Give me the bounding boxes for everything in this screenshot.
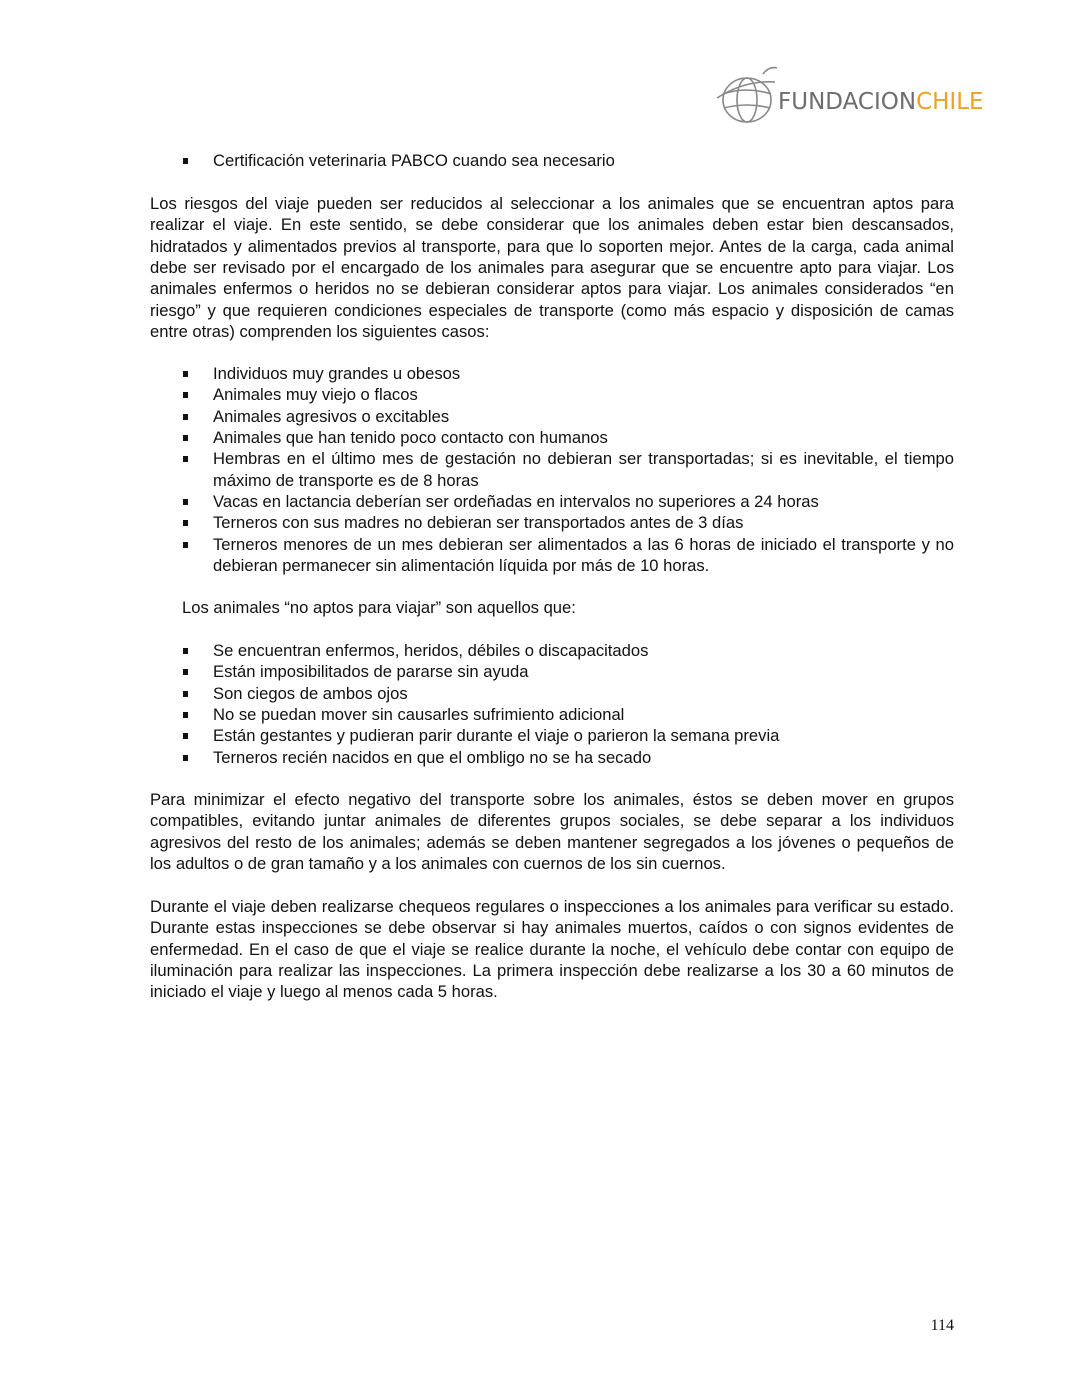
list-item: Están gestantes y pudieran parir durante el viaje o parieron la semana previa	[150, 725, 954, 746]
list-item: Certificación veterinaria PABCO cuando sea necesario	[150, 150, 954, 171]
list-item: Terneros menores de un mes debieran ser alimentados a las 6 horas de iniciado el transporte y no debieran permanecer sin alimentación líquida por más de 10 horas.	[150, 534, 954, 577]
list-item: Están imposibilitados de pararse sin ayuda	[150, 661, 954, 682]
paragraph-2: Para minimizar el efecto negativo del transporte sobre los animales, éstos se deben mover en grupos compatibles, evitando juntar animales de diferentes grupos sociales, se debe separar a los individuos agresivos del resto de los animales; además se deben mantener segregados a los jóvenes o pequeños de los adultos o de gran tamaño y a los animales con cuernos de los sin cuernos.	[150, 790, 954, 874]
not-fit-list	[150, 640, 954, 768]
paragraph-1: Los riesgos del viaje pueden ser reducidos al seleccionar a los animales que se encuentran aptos para realizar el viaje. En este sentido, se debe considerar que los animales deben estar bien descansados, hidratados y alimentados previos al transporte, para que lo soporten mejor. Antes de la carga, cada animal debe ser revisado por el encargado de los animales para asegurar que se encuentre apto para viajar. Los animales enfermos o heridos no se debieran considerar aptos para viajar. Los animales considerados “en riesgo” y que requieren condiciones especiales de transporte (como más espacio y disposición de camas entre otras) comprenden los siguientes casos:	[150, 194, 954, 342]
list-item: Se encuentran enfermos, heridos, débiles o discapacitados	[150, 640, 954, 661]
list-item: Animales muy viejo o flacos	[150, 384, 954, 405]
top-list	[150, 150, 954, 171]
list-item: Terneros recién nacidos en que el ombligo no se ha secado	[150, 747, 954, 768]
list-item: Animales agresivos o excitables	[150, 406, 954, 427]
not-fit-intro: Los animales “no aptos para viajar” son aquellos que:	[182, 598, 576, 617]
globe-icon	[715, 62, 785, 128]
list-item: Vacas en lactancia deberían ser ordeñadas en intervalos no superiores a 24 horas	[150, 491, 954, 512]
list-item: Terneros con sus madres no debieran ser transportados antes de 3 días	[150, 512, 954, 533]
list-item: Son ciegos de ambos ojos	[150, 683, 954, 704]
list-item: Hembras en el último mes de gestación no debieran ser transportadas; si es inevitable, el tiempo máximo de transporte es de 8 horas	[150, 448, 954, 491]
at-risk-list	[150, 363, 954, 576]
paragraph-3: Durante el viaje deben realizarse chequeos regulares o inspecciones a los animales para verificar su estado. Durante estas inspecciones se debe observar si hay animales muertos, caídos o con signos evidentes de enfermedad. En el caso de que el viaje se realice durante la noche, el vehículo debe contar con equipo de iluminación para realizar las inspecciones. La primera inspección debe realizarse a los 30 a 60 minutos de iniciado el viaje y luego al menos cada 5 horas.	[150, 897, 954, 1002]
fundacion-chile-logo	[715, 62, 984, 128]
list-item: Animales que han tenido poco contacto con humanos	[150, 427, 954, 448]
page-number: 114	[930, 1317, 954, 1334]
list-item: No se puedan mover sin causarles sufrimiento adicional	[150, 704, 954, 725]
logo-text: FUNDACIONCHILE	[778, 89, 984, 115]
list-item: Individuos muy grandes u obesos	[150, 363, 954, 384]
